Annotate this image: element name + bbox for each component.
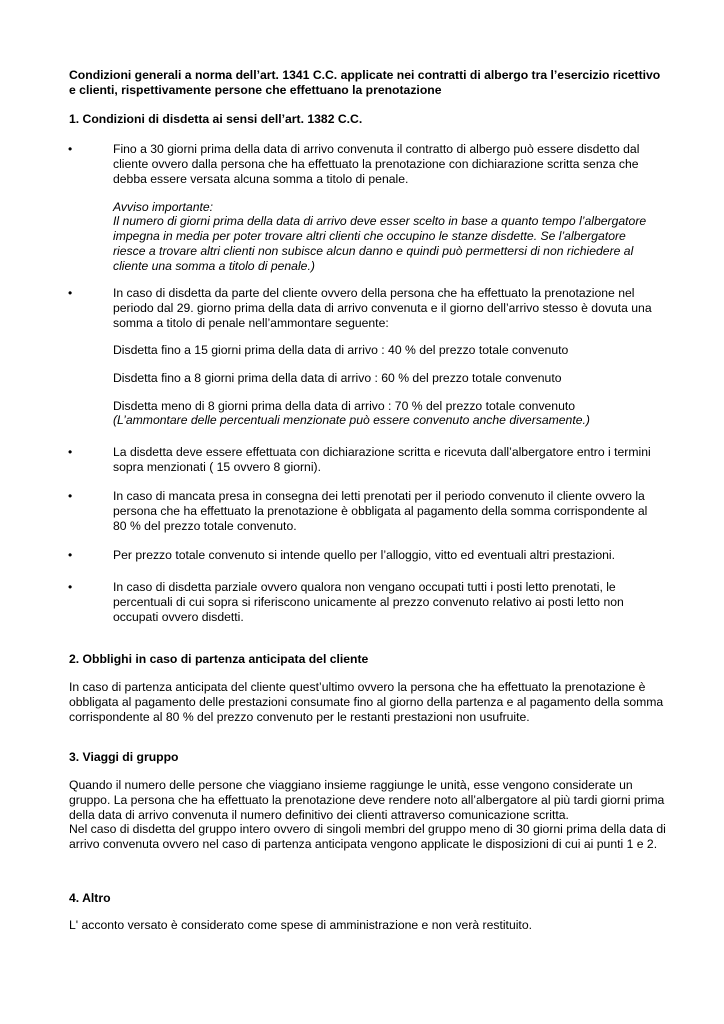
section-3-title: 3. Viaggi di gruppo	[69, 750, 179, 764]
bullet-1-note: Il numero di giorni prima della data di arrivo deve esser scelto in base a quanto tempo l’albergatore impegna in media per poter trovare altri clienti che occupino le stanze disdette. Se l’albergatore riesce a trovare altri clienti non subisce alcun danno e quindi può permettersi di non richiedere al cliente una somma a titolo di penale.)	[113, 214, 647, 273]
section-4-title: 4. Altro	[69, 891, 111, 905]
penalty-row-under-8-days: Disdetta meno di 8 giorni prima della data di arrivo : 70 % del prezzo totale convenuto	[113, 399, 576, 413]
section-3-body-2: Nel caso di disdetta del gruppo intero ovvero di singoli membri del gruppo meno di 30 giorni prima della data di arrivo convenuta ovvero nel caso di partenza anticipata vengono applicate le disposizioni di cui ai punti 1 e 2.	[69, 822, 666, 851]
bullet-6-text: In caso di disdetta parziale ovvero qualora non vengano occupati tutti i posti letto prenotati, le percentuali di cui sopra si riferiscono unicamente al prezzo convenuto relativo ai posti letto non occupati ovvero disdetti.	[113, 580, 624, 624]
penalty-note: (L’ammontare delle percentuali menzionate può essere convenuto anche diversamente.)	[113, 413, 590, 427]
document-heading: Condizioni generali a norma dell’art. 1341 C.C. applicate nei contratti di albergo tra l’esercizio ricettivo e clienti, rispettivamente persone che effettuano la prenotazione	[69, 68, 661, 97]
bullet-1-marker: •	[68, 142, 73, 156]
penalty-row-15-days: Disdetta fino a 15 giorni prima della data di arrivo : 40 % del prezzo totale convenuto	[113, 343, 569, 357]
section-4-body: L' acconto versato è considerato come spese di amministrazione e non verà restituito.	[69, 918, 532, 932]
section-1-title: 1. Condizioni di disdetta ai sensi dell’art. 1382 C.C.	[69, 112, 363, 126]
bullet-4-marker: •	[68, 489, 73, 503]
section-2-body: In caso di partenza anticipata del cliente quest’ultimo ovvero la persona che ha effettuato la prenotazione è obbligata al pagamento delle prestazioni consumate fino al giorno della partenza e al pagamento della somma corrispondente al 80 % del prezzo convenuto per le restanti prestazioni non usufruite.	[69, 680, 664, 724]
section-3-body-1: Quando il numero delle persone che viaggiano insieme raggiunge le unità, esse vengono considerate un gruppo. La persona che ha effettuato la prenotazione deve rendere noto all’albergatore al più tardi giorni prima della data di arrivo convenuta il numero definitivo dei clienti attraverso comunicazione scritta.	[69, 778, 665, 822]
bullet-5-text: Per prezzo totale convenuto si intende quello per l’alloggio, vitto ed eventuali altri prestazioni.	[113, 548, 616, 562]
bullet-1-note-label: Avviso importante:	[113, 200, 214, 214]
bullet-4-text: In caso di mancata presa in consegna dei letti prenotati per il periodo convenuto il cliente ovvero la persona che ha effettuato la prenotazione è obbligata al pagamento della somma corrispondente al 80 % del prezzo totale convenuto.	[113, 489, 648, 533]
bullet-3-marker: •	[68, 445, 73, 459]
bullet-3-text: La disdetta deve essere effettuata con dichiarazione scritta e ricevuta dall’albergatore entro i termini sopra menzionati ( 15 ovvero 8 giorni).	[113, 445, 651, 474]
bullet-2-text: In caso di disdetta da parte del cliente ovvero della persona che ha effettuato la prenotazione nel periodo dal 29. giorno prima della data di arrivo convenuta e il giorno dell’arrivo stesso è dovuta una somma a titolo di penale nell’ammontare seguente:	[113, 286, 652, 330]
bullet-5-marker: •	[68, 548, 73, 562]
penalty-row-8-days: Disdetta fino a 8 giorni prima della data di arrivo : 60 % del prezzo totale convenuto	[113, 371, 562, 385]
bullet-1-text: Fino a 30 giorni prima della data di arrivo convenuta il contratto di albergo può essere disdetto dal cliente ovvero dalla persona che ha effettuato la prenotazione con dichiarazione scritta senza che debba essere versata alcuna somma a titolo di penale.	[113, 142, 640, 186]
bullet-6-marker: •	[68, 580, 73, 594]
bullet-2-marker: •	[68, 286, 73, 300]
section-2-title: 2. Obblighi in caso di partenza anticipata del cliente	[69, 652, 369, 666]
